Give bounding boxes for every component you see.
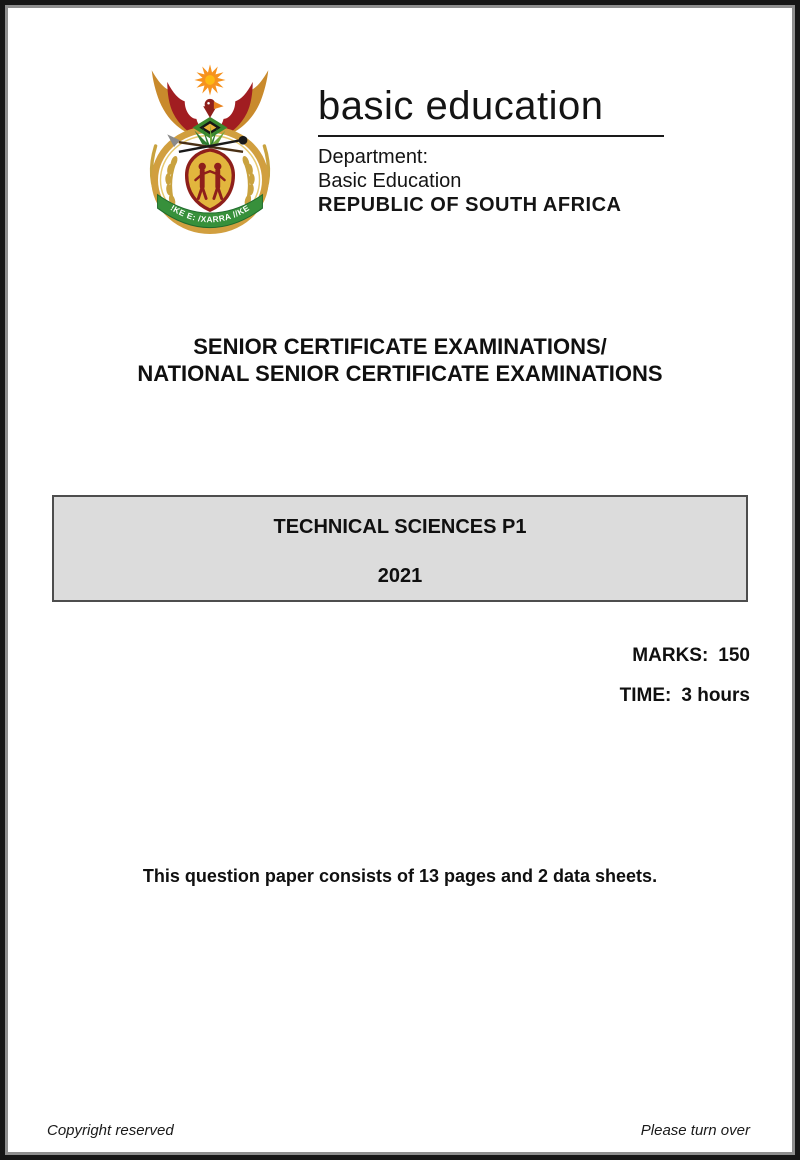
pages-note: This question paper consists of 13 pages and 2 data sheets.	[142, 866, 658, 886]
marks-label: MARKS:	[632, 645, 709, 666]
wordmark: basic education	[318, 84, 664, 137]
sun-icon	[194, 64, 225, 95]
subject-box	[52, 495, 748, 602]
department-lines	[318, 145, 664, 217]
subject-year: 2021	[377, 565, 423, 587]
subject-title: TECHNICAL SCIENCES P1	[273, 516, 527, 538]
motto-text: !KE E: /XARRA //KE	[168, 203, 252, 225]
exam-heading-line1: SENIOR CERTIFICATE EXAMINATIONS/	[193, 334, 607, 359]
time-value: 3 hours	[681, 685, 750, 706]
department-brand	[318, 84, 664, 217]
exam-heading	[0, 333, 800, 387]
marks-value: 150	[718, 645, 750, 666]
country-name: REPUBLIC OF SOUTH AFRICA	[318, 194, 622, 216]
time-row	[620, 686, 750, 705]
department-label: Department:	[318, 146, 429, 168]
footer-turn-over: Please turn over	[640, 1122, 750, 1139]
exam-heading-line2: NATIONAL SENIOR CERTIFICATE EXAMINATIONS	[137, 361, 663, 386]
bird-head	[203, 99, 223, 118]
marks-time-block	[620, 646, 750, 705]
south-africa-coat-of-arms-icon	[142, 60, 278, 234]
page-footer	[47, 1122, 750, 1139]
footer-copyright: Copyright reserved	[47, 1122, 174, 1139]
department-name: Basic Education	[318, 170, 462, 192]
marks-row	[620, 646, 750, 665]
time-label: TIME:	[619, 685, 672, 706]
